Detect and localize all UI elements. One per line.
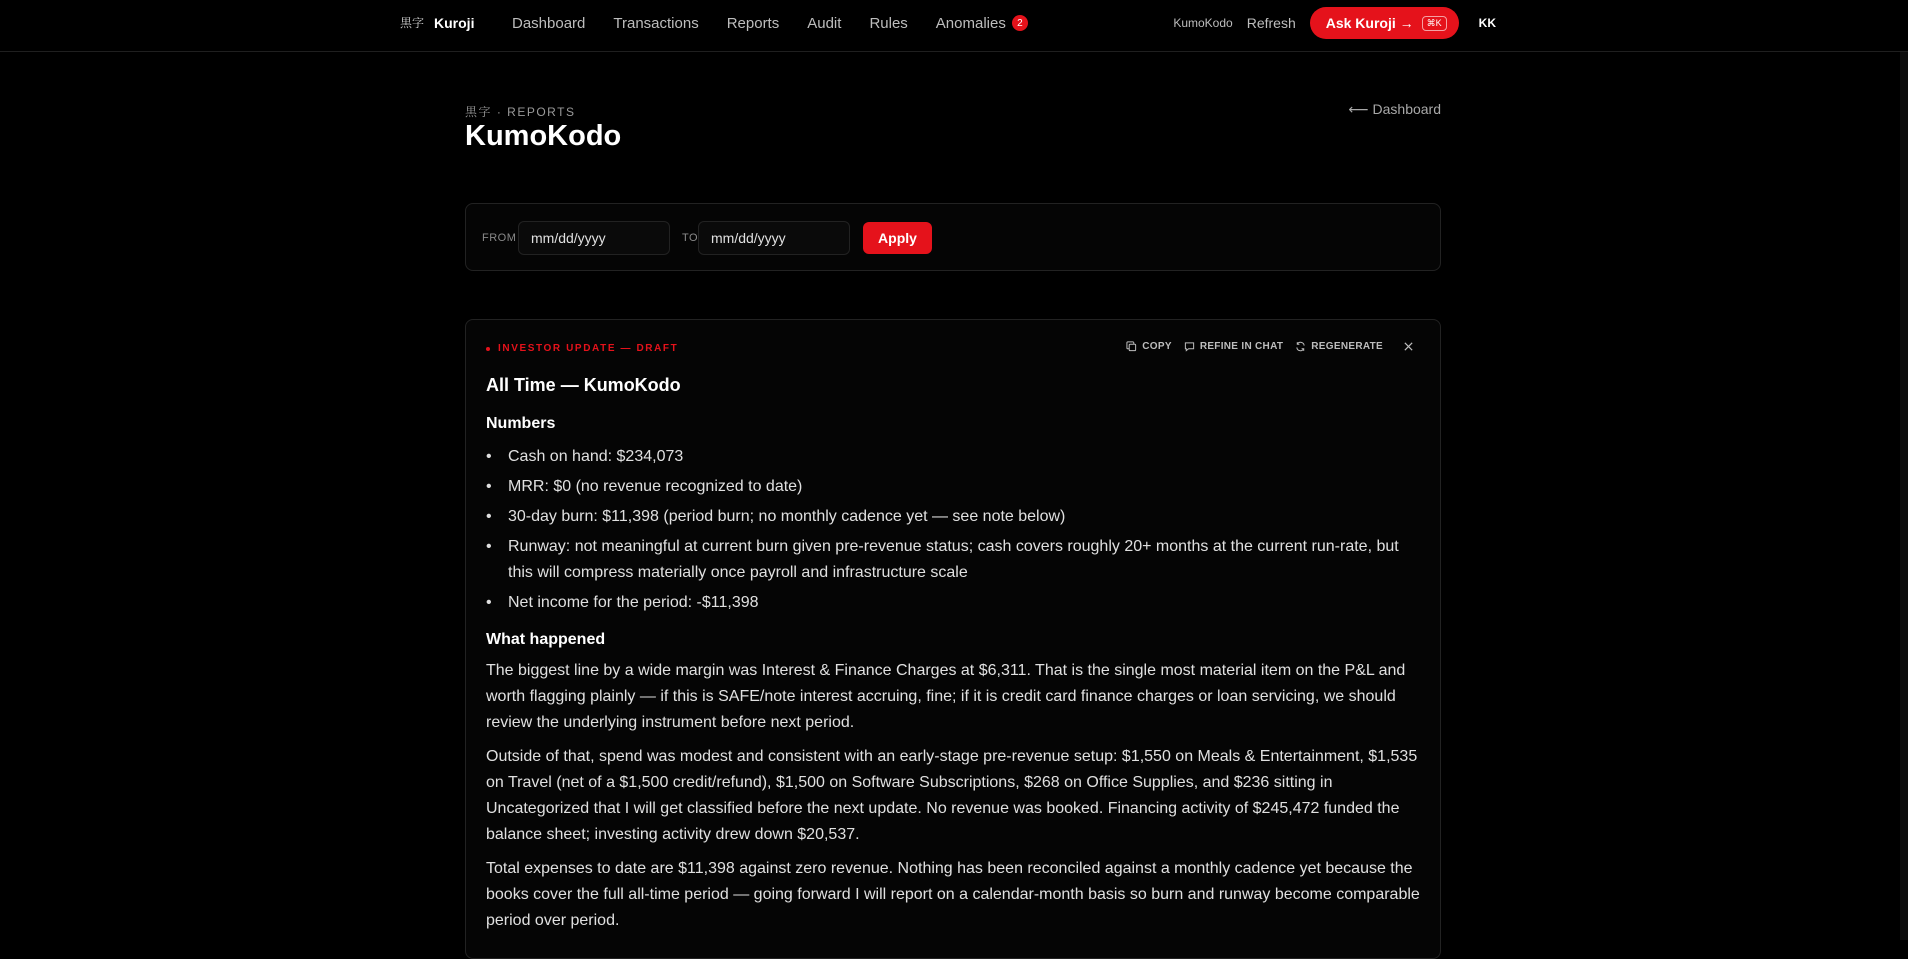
paragraph: Total expenses to date are $11,398 against zero revenue. Nothing has been reconciled against a monthly cadence yet because the books cover the full all-time period — going forward I will report on a calendar-month basis so burn and runway become comparable period over period. bbox=[486, 860, 1420, 929]
page-scrollbar[interactable] bbox=[1900, 52, 1908, 940]
refine-in-chat-button[interactable] bbox=[1184, 341, 1283, 352]
report-status-label: INVESTOR UPDATE — DRAFT bbox=[498, 343, 679, 354]
brand-kanji: 黒字 bbox=[400, 16, 425, 30]
to-date-input[interactable]: mm/dd/yyyy bbox=[698, 221, 850, 255]
from-label: FROM bbox=[482, 232, 517, 244]
nav-audit[interactable]: Audit bbox=[807, 14, 842, 32]
list-item: • Cash on hand: $234,073 bbox=[486, 444, 1422, 470]
ask-kuroji-button[interactable] bbox=[1310, 7, 1459, 39]
nav-anomalies-label: Anomalies bbox=[935, 14, 1006, 32]
page-title: KumoKodo bbox=[465, 120, 622, 152]
nav-anomalies[interactable] bbox=[936, 15, 1028, 32]
list-item: • MRR: $0 (no revenue recognized to date) bbox=[486, 474, 1422, 500]
ask-kuroji-label: Ask Kuroji → bbox=[1325, 15, 1414, 31]
paragraph: The biggest line by a wide margin was Interest & Finance Charges at $6,311. That is the single most material item on the P&L and worth flagging plainly — if this is SAFE/note interest accruing, fine; if it is credit card finance charges or loan servicing, we should review the underlying instrument before next period. bbox=[486, 662, 1406, 731]
regenerate-label: REGENERATE bbox=[1311, 341, 1383, 352]
copy-label: COPY bbox=[1142, 341, 1172, 352]
refresh-icon bbox=[1295, 341, 1306, 352]
brand-name: Kuroji bbox=[434, 14, 475, 31]
report-title: All Time — KumoKodo bbox=[486, 375, 681, 395]
numbers-heading: Numbers bbox=[486, 415, 556, 432]
regenerate-button[interactable] bbox=[1295, 341, 1383, 352]
copy-icon bbox=[1126, 341, 1137, 352]
report-actions bbox=[1126, 341, 1414, 352]
nav-rules[interactable]: Rules bbox=[869, 14, 908, 32]
close-icon bbox=[1403, 341, 1414, 352]
status-dot-icon bbox=[486, 347, 490, 351]
paragraph: Outside of that, spend was modest and consistent with an early-stage pre-revenue setup: $1,550 on Meals & Entertainment, $1,535 on Travel (net of a $1,500 credit/refund), $1,500 on Software Subscriptions, $268 on Office Supplies, and $236 sitting in Uncategorized that I will get classified before the next update. No revenue was booked. Financing activity of $245,472 funded the balance sheet; investing activity drew down $20,537. bbox=[486, 748, 1418, 843]
nav-right bbox=[1173, 0, 1496, 46]
apply-button[interactable]: Apply bbox=[863, 222, 932, 254]
what-happened-heading: What happened bbox=[486, 631, 606, 648]
copy-button[interactable] bbox=[1126, 341, 1172, 352]
nav-dashboard[interactable]: Dashboard bbox=[512, 14, 586, 32]
list-item: • 30-day burn: $11,398 (period burn; no monthly cadence yet — see note below) bbox=[486, 504, 1422, 530]
to-label: TO bbox=[682, 232, 699, 244]
from-date-input[interactable]: mm/dd/yyyy bbox=[518, 221, 670, 255]
refine-label: REFINE IN CHAT bbox=[1199, 341, 1284, 352]
nav-transactions[interactable]: Transactions bbox=[613, 14, 699, 32]
report-status bbox=[486, 343, 678, 354]
user-avatar[interactable]: KK bbox=[1478, 16, 1496, 30]
refresh-button[interactable]: Refresh bbox=[1246, 15, 1296, 31]
ask-shortcut-hint: ⌘K bbox=[1422, 16, 1447, 31]
brand[interactable] bbox=[400, 14, 474, 31]
list-item: • Net income for the period: -$11,398 bbox=[486, 590, 1422, 616]
date-range-filter bbox=[465, 203, 1441, 271]
numbers-list bbox=[486, 444, 1422, 616]
list-item: • Runway: not meaningful at current burn given pre-revenue status; cash covers roughly 20+ months at the current run-rate, but this will compress materially once payroll and infrastructure scale bbox=[486, 534, 1422, 586]
breadcrumb: 黒字 · REPORTS bbox=[465, 105, 576, 119]
chat-icon bbox=[1184, 341, 1195, 352]
anomalies-count-badge: 2 bbox=[1012, 15, 1028, 31]
investor-update-card bbox=[465, 319, 1441, 959]
company-name: KumoKodo bbox=[1173, 16, 1233, 30]
nav-links bbox=[512, 0, 1028, 46]
top-nav bbox=[0, 0, 1908, 52]
back-to-dashboard-link[interactable]: ⟵ Dashboard bbox=[1348, 101, 1441, 117]
nav-reports[interactable]: Reports bbox=[726, 14, 780, 32]
close-report-button[interactable] bbox=[1403, 341, 1414, 352]
report-content bbox=[486, 374, 1422, 942]
